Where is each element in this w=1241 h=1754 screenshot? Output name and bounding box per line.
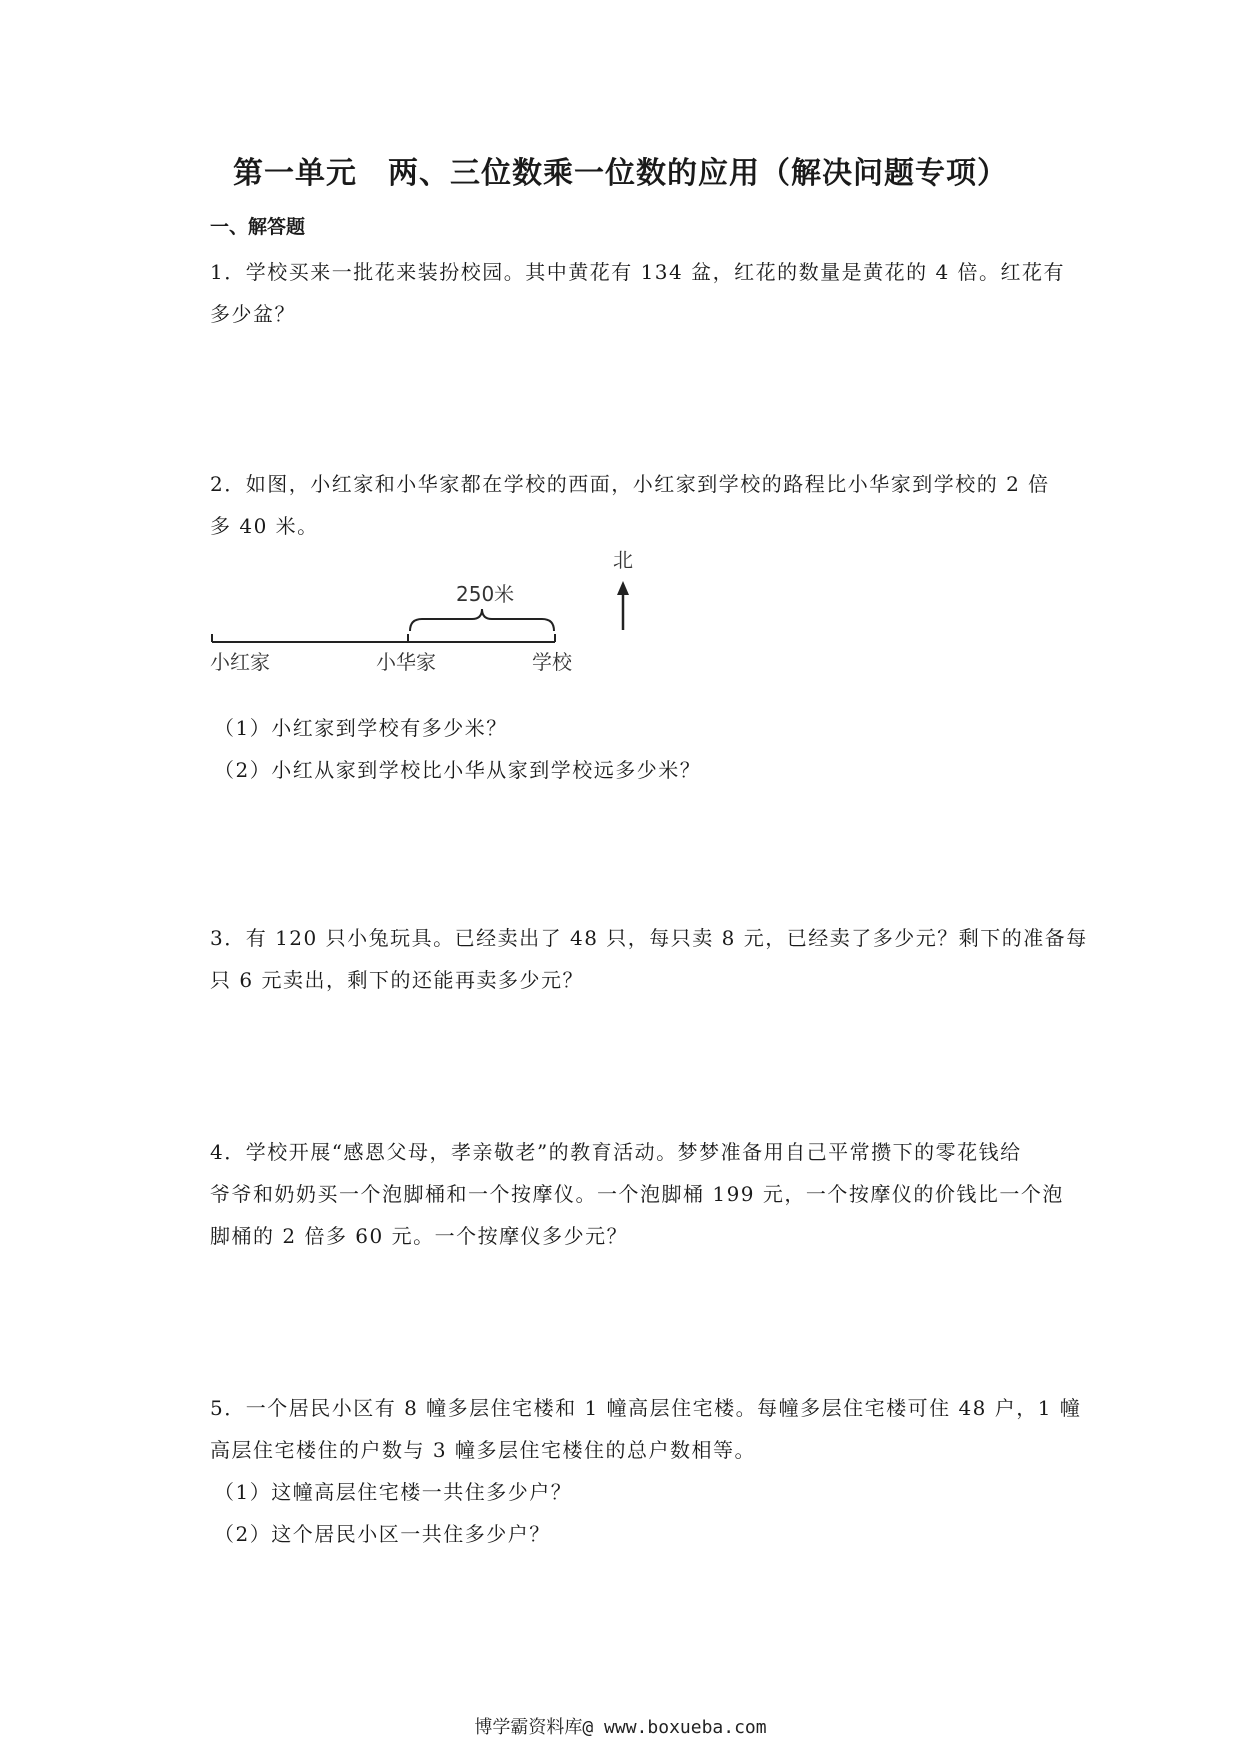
footer-watermark: 博学霸资料库@ www.boxueba.com [474,1717,767,1738]
question-1-line-1: 1．学校买来一批花来装扮校园。其中黄花有 134 盆，红花的数量是黄花的 4 倍。红花有 [210,260,1066,284]
question-2-line-2: 多 40 米。 [210,514,319,538]
question-4-line-1: 4．学校开展“感恩父母，孝亲敬老”的教育活动。梦梦准备用自己平常攒下的零花钱给 [210,1140,1022,1164]
route-diagram [200,545,660,685]
question-5-sub-2: （2）这个居民小区一共住多少户？ [214,1522,551,1546]
distance-label: 250米 [456,582,515,606]
question-5-line-1: 5．一个居民小区有 8 幢多层住宅楼和 1 幢高层住宅楼。每幢多层住宅楼可住 48 户，1 幢 [210,1396,1082,1420]
label-xiaohua: 小华家 [376,650,436,674]
page-title: 第一单元 两、三位数乘一位数的应用（解决问题专项） [233,156,1008,191]
label-xiaohong: 小红家 [210,650,270,674]
distance-brace [410,609,554,631]
question-3-line-2: 只 6 元卖出，剩下的还能再卖多少元？ [210,968,584,992]
question-4-line-3: 脚桶的 2 倍多 60 元。一个按摩仪多少元？ [210,1224,629,1248]
north-label: 北 [613,548,633,572]
label-school: 学校 [532,650,572,674]
north-arrow-icon [617,581,629,630]
question-4-line-2: 爷爷和奶奶买一个泡脚桶和一个按摩仪。一个泡脚桶 199 元，一个按摩仪的价钱比一个泡 [210,1182,1064,1206]
section-heading: 一、解答题 [210,216,306,238]
question-2-line-1: 2．如图，小红家和小华家都在学校的西面，小红家到学校的路程比小华家到学校的 2 倍 [210,472,1050,496]
question-5-line-2: 高层住宅楼住的户数与 3 幢多层住宅楼住的总户数相等。 [210,1438,756,1462]
question-5-sub-1: （1）这幢高层住宅楼一共住多少户？ [214,1480,573,1504]
question-2-sub-2: （2）小红从家到学校比小华从家到学校远多少米？ [214,758,702,782]
question-3-line-1: 3．有 120 只小兔玩具。已经卖出了 48 只，每只卖 8 元，已经卖了多少元？剩下的准备每 [210,926,1088,950]
question-2-sub-1: （1）小红家到学校有多少米？ [214,716,508,740]
question-1-line-2: 多少盆？ [210,302,296,326]
